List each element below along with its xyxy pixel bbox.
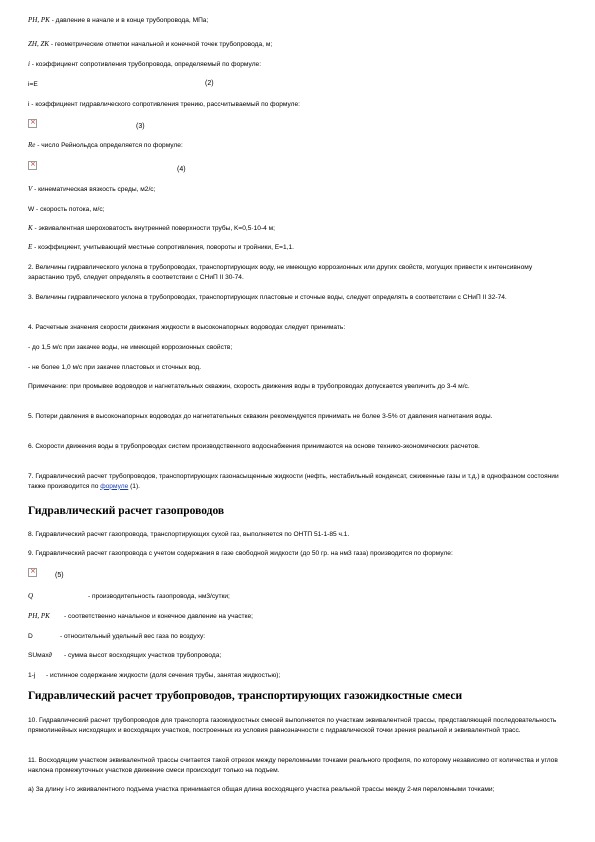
paragraph-3: 3. Величины гидравлического уклона в трубопроводах, транспортирующих пластовые и сточные воды, следует определять в соответствии с СНиП II 32-74.: [28, 294, 507, 301]
symbol: 1-j: [28, 672, 36, 679]
line-text: - производительность газопровода, нм3/сутки;: [88, 593, 230, 600]
broken-image-icon: [28, 568, 37, 577]
line-text: 7. Гидравлический расчет трубопроводов, транспортирующих газонасыщенные жидкости (нефть, нестабильный конденсат, сжиженные газы и т.д.) в однофазном состоянии также производится по: [28, 473, 559, 490]
note: Примечание: при промывке водоводов и нагнетательных скважин, скорость движения воды в трубопроводах допускается увеличить до 3-4 м/с.: [28, 383, 470, 390]
line-resistance: [28, 60, 568, 70]
paragraph-a: а) За длину i-го эквивалентного подъема участка принимается общая длина восходящего участка реальной трассы между 2-мя переломными точками;: [28, 786, 495, 793]
list-item: - не более 1,0 м/с при закачке пластовых и сточных вод.: [28, 364, 202, 371]
line-friction: [28, 100, 568, 110]
paragraph-6: 6. Скорости движения воды в трубопроводах систем производственного водоснабжения принимаются на основе технико-экономических расчетов.: [28, 443, 480, 450]
symbol: Re: [28, 141, 36, 149]
line-density: [28, 632, 568, 642]
formula-2: [28, 80, 568, 90]
symbol: ZH, ZK: [28, 40, 50, 48]
line-elevation: [28, 40, 568, 50]
line-text: - коэффициент сопротивления трубопровода, определяемый по формуле:: [29, 61, 262, 68]
line-text: i - коэффициент гидравлического сопротивления трению, рассчитываемый по формуле:: [28, 101, 301, 108]
line-text: - кинематическая вязкость среды, м2/с;: [32, 186, 156, 193]
symbol: Q: [28, 592, 34, 600]
equation-number: (5): [55, 572, 64, 579]
section-heading: Гидравлический расчет газопроводов: [28, 505, 225, 517]
line-text: (1).: [128, 482, 140, 490]
line-pressure: [28, 16, 568, 26]
line-reynolds: [28, 141, 568, 151]
paragraph-8: 8. Гидравлический расчет газопровода, транспортирующих сухой газ, выполняется по ОНТП 51-1-85 ч.1.: [28, 531, 350, 538]
line-roughness: [28, 224, 568, 234]
formula-link[interactable]: формуле: [100, 482, 129, 490]
line-holdup: [28, 671, 568, 681]
line-q: [28, 592, 568, 602]
broken-image-icon: [28, 119, 37, 128]
formula-4: [28, 161, 568, 171]
paragraph-9: 9. Гидравлический расчет газопровода с учетом содержания в газе свободной жидкости (до 50 гр. на нм3 газа) производится по формуле:: [28, 550, 453, 557]
paragraph-4: 4. Расчетные значения скорости движения жидкости в высоконапорных водоводах следует принимать:: [28, 324, 346, 331]
line-pressures: [28, 612, 568, 622]
symbol: i: [28, 60, 30, 68]
paragraph-2: 2. Величины гидравлического уклона в трубопроводах, транспортирующих воду, не имеющую коррозионных или других свойств, могущих привести к интенсивному зарастанию труб, следует определять в соответствии с СНиП II 30-74.: [28, 264, 533, 281]
formula-5: [28, 568, 568, 578]
symbol: PH, PK: [28, 612, 50, 620]
line-text: - эквивалентная шероховатость внутренней поверхности трубы, K=0,5·10-4 м;: [32, 225, 275, 232]
line-text: - давление в начале и в конце трубопровода, МПа;: [49, 17, 209, 24]
broken-image-icon: [28, 161, 37, 170]
line-text: W - скорость потока, м/с;: [28, 206, 105, 213]
line-text: - истинное содержание жидкости (доля сечения трубы, занятая жидкостью);: [46, 672, 281, 679]
line-text: - соответственно начальное и конечное давление на участке;: [64, 613, 253, 620]
paragraph-5: 5. Потери давления в высоконапорных водоводах до нагнетательных скважин рекомендуется принимать не более 3-5% от давления нагнетания воды.: [28, 413, 493, 420]
line-heights: [28, 651, 568, 661]
symbol: SUмаx∂: [28, 652, 52, 659]
symbol: K: [28, 224, 33, 232]
formula-text: i=E: [28, 81, 38, 88]
formula-3: [28, 119, 568, 129]
symbol: V: [28, 185, 33, 193]
list-item: - до 1,5 м/с при закачке воды, не имеющей коррозионных свойств;: [28, 344, 233, 351]
equation-number: (3): [136, 123, 145, 130]
line-text: - геометрические отметки начальной и конечной точек трубопровода, м;: [49, 41, 273, 48]
equation-number: (2): [205, 80, 214, 87]
paragraph-10: 10. Гидравлический расчет трубопроводов для транспорта газожидкостных смесей выполняется по участкам эквивалентной трассы, представляющей последовательность прямолинейных нисходящих и восходящих участков, построенных из условия равнозначности с гидравлической точки зрения реальной и эквивалентной трасс.: [28, 717, 557, 734]
symbol: PH, PK: [28, 16, 50, 24]
line-text: - относительный удельный вес газа по воздуху:: [60, 633, 206, 640]
line-text: - число Рейнольдса определяется по формуле:: [35, 142, 183, 149]
line-text: - коэффициент, учитывающий местные сопротивления, повороты и тройники, E=1,1.: [32, 244, 295, 251]
line-text: - сумма высот восходящих участков трубопровода;: [64, 652, 222, 659]
line-viscosity: [28, 185, 568, 195]
equation-number: (4): [177, 166, 186, 173]
symbol: E: [28, 243, 33, 251]
paragraph-7: [28, 472, 568, 491]
line-velocity: [28, 205, 568, 215]
paragraph-11: 11. Восходящим участком эквивалентной трассы считается такой отрезок между переломными точками реального профиля, по которому независимо от количества и углов наклона промежуточных участков движение смеси происходит только на подъем.: [28, 757, 558, 774]
line-local-coef: [28, 243, 568, 253]
section-heading: Гидравлический расчет трубопроводов, транспортирующих газожидкостные смеси: [28, 690, 463, 702]
symbol: D: [28, 633, 33, 640]
